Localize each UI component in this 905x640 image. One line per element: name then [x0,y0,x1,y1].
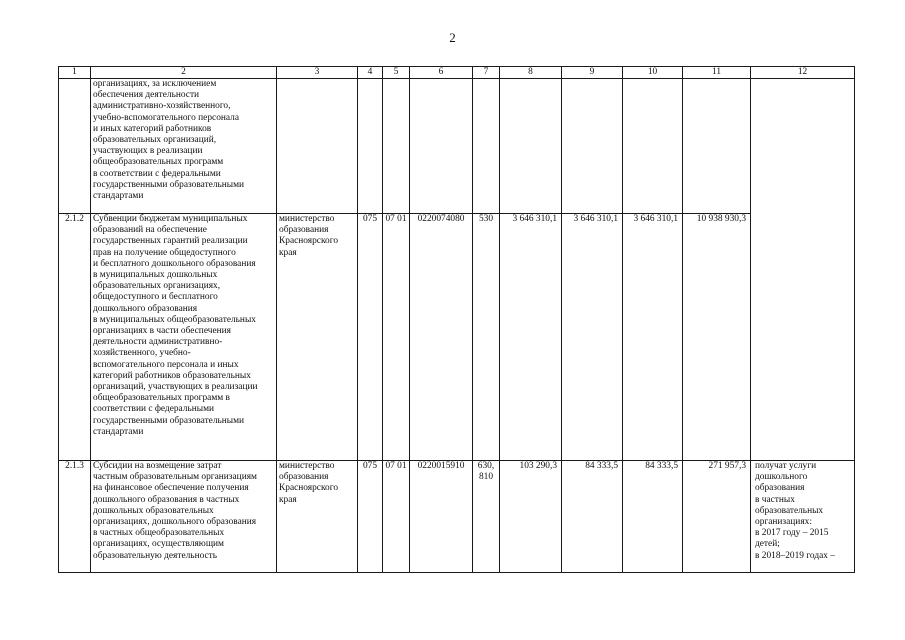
header-cell: 11 [683,67,751,79]
cell-result [751,79,855,461]
header-cell: 2 [91,67,277,79]
cell-vr: 630, 810 [473,461,500,573]
header-cell: 6 [410,67,473,79]
cell-2017: 103 290,3 [500,461,562,573]
cell-num: 2.1.2 [59,214,91,461]
program-table [58,66,855,573]
cell-result: получат услуги дошкольного образования в частных образовательных организациях: в 2017 году – 2015 детей; в 2018–2019 годах – [751,461,855,573]
cell-executor: министерство образования Красноярского края [277,214,358,461]
cell-2019: 84 333,5 [623,461,683,573]
header-cell: 10 [623,67,683,79]
cell-name: Субсидии на возмещение затрат частным образовательным организациям на финансовое обеспечение получения дошкольного образования в частных дошкольных образовательных организациях, дошкольного образования в частных общеобразовательных организациях, осуществляющим образовательную деятельность [91,461,277,573]
cell-grbs: 075 [358,461,383,573]
header-cell: 1 [59,67,91,79]
header-cell: 8 [500,67,562,79]
page-number: 2 [449,30,456,45]
cell-2018: 84 333,5 [562,461,623,573]
cell-name: организациях, за исключением обеспечения деятельности административно-хозяйственного, учебно-вспомогательного персонала и иных категорий работников образовательных организаций, участвующих в реализации общеобразовательных программ в соответствии с федеральными государственными образовательными стандартами [91,79,277,214]
cell-2019 [623,79,683,214]
header-row [59,67,855,79]
table-row-2-1-3 [59,461,855,573]
cell-csr: 0220015910 [410,461,473,573]
table-row-continuation [59,79,855,214]
cell-vr: 530 [473,214,500,461]
cell-csr [410,79,473,214]
cell-executor [277,79,358,214]
cell-2017 [500,79,562,214]
cell-executor: министерство образования Красноярского края [277,461,358,573]
cell-vr [473,79,500,214]
cell-rzpr [383,79,410,214]
header-cell: 4 [358,67,383,79]
header-cell: 9 [562,67,623,79]
cell-2018 [562,79,623,214]
cell-num: 2.1.3 [59,461,91,573]
cell-2017: 3 646 310,1 [500,214,562,461]
cell-total: 10 938 930,3 [683,214,751,461]
cell-num [59,79,91,214]
cell-grbs [358,79,383,214]
header-cell: 3 [277,67,358,79]
header-cell: 7 [473,67,500,79]
cell-csr: 0220074080 [410,214,473,461]
cell-total: 271 957,3 [683,461,751,573]
cell-name: Субвенции бюджетам муниципальных образований на обеспечение государственных гарантий реализации прав на получение общедоступного и бесплатного дошкольного образования в муниципальных дошкольных образовательных организациях, общедоступного и бесплатного дошкольного образования в муниципальных общеобразовательных организациях в части обеспечения деятельности административно- хозяйственного, учебно- вспомогательного персонала и иных категорий работников образовательных организаций, участвующих в реализации общеобразовательных программ в соответствии с федеральными государственными образовательными стандартами [91,214,277,461]
cell-rzpr: 07 01 [383,461,410,573]
cell-rzpr: 07 01 [383,214,410,461]
cell-total [683,79,751,214]
cell-2019: 3 646 310,1 [623,214,683,461]
cell-grbs: 075 [358,214,383,461]
cell-2018: 3 646 310,1 [562,214,623,461]
header-cell: 12 [751,67,855,79]
header-cell: 5 [383,67,410,79]
table-row-2-1-2 [59,214,855,461]
